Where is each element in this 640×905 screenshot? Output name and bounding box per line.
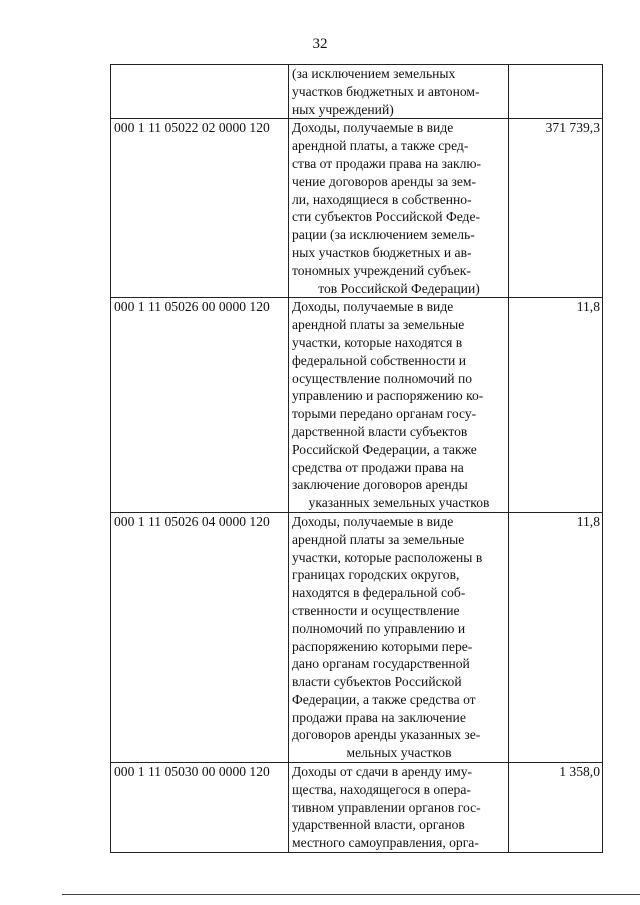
revenue-name-line: дарственной власти субъектов [292, 423, 468, 439]
revenue-name-line: Доходы, получаемые в виде [292, 299, 454, 315]
revenue-name-line: ных участков бюджетных и ав- [292, 244, 472, 260]
table-row [111, 763, 603, 853]
revenue-name-line: управлению и распоряжению ко- [292, 388, 484, 404]
revenue-name-line: договоров аренды указанных зе- [292, 727, 481, 743]
revenue-name-cell [289, 119, 509, 298]
amount-cell [509, 65, 603, 119]
table-body [111, 65, 603, 853]
revenue-name-line: находятся в федеральной соб- [292, 585, 466, 601]
amount-cell: 371 739,3 [509, 119, 603, 298]
revenue-name-cell [289, 298, 509, 513]
table-row [111, 65, 603, 119]
revenue-name-cell [289, 512, 509, 762]
revenue-name-line: щества, находящегося в опера- [292, 781, 471, 797]
revenue-name-line: распоряжению которыми пере- [292, 638, 473, 654]
revenue-name-line: ли, находящиеся в собственно- [292, 191, 472, 207]
table-row [111, 512, 603, 762]
revenue-name-line: рации (за исключением земель- [292, 227, 475, 243]
bottom-rule [62, 894, 640, 895]
revenue-name-line: участков бюджетных и автоном- [292, 83, 480, 99]
revenue-name-line: продажи права на заключение [292, 709, 466, 725]
revenue-name-line: тономных учреждений субъек- [292, 262, 471, 278]
revenue-name-line: участки, которые расположены в [292, 549, 483, 565]
revenue-name-line: мельных участков [346, 745, 452, 761]
revenue-name-line: Доходы, получаемые в виде [292, 120, 454, 136]
revenue-name-line: федеральной собственности и [292, 352, 466, 368]
budget-code-cell: 000 1 11 05026 04 0000 120 [111, 512, 289, 762]
revenue-name-line: указанных земельных участков [308, 495, 490, 511]
revenue-name-line: границах городских округов, [292, 567, 460, 583]
revenue-name-cell [289, 65, 509, 119]
revenue-name-line: Доходы от сдачи в аренду иму- [292, 764, 473, 780]
revenue-name-line: ударственной власти, органов [292, 817, 465, 833]
budget-code-cell: 000 1 11 05030 00 0000 120 [111, 763, 289, 853]
revenue-name-line: участки, которые находятся в [292, 334, 463, 350]
revenue-name-line: ных учреждений) [292, 101, 394, 117]
revenue-name-cell [289, 763, 509, 853]
revenue-name-line: арендной платы за земельные [292, 531, 465, 547]
revenue-name-line: тов Российской Федерации) [318, 280, 480, 296]
revenue-name-line: торыми передано органам госу- [292, 406, 477, 422]
budget-revenue-table [110, 64, 603, 853]
revenue-name-line: ственности и осуществление [292, 602, 460, 618]
revenue-name-line: средства от продажи права на [292, 459, 464, 475]
revenue-name-line: тивном управлении органов гос- [292, 799, 481, 815]
revenue-name-line: (за исключением земельных [292, 66, 456, 81]
revenue-name-line: Федерации, а также средства от [292, 691, 476, 707]
revenue-name-line: Российской Федерации, а также [292, 441, 477, 457]
revenue-name-line: местного самоуправления, орга- [292, 835, 479, 851]
revenue-name-line: осуществление полномочий по [292, 370, 473, 386]
revenue-name-line: заключение договоров аренды [292, 477, 468, 493]
revenue-name-line: арендной платы за земельные [292, 317, 465, 333]
revenue-name-line: власти субъектов Российской [292, 674, 462, 690]
revenue-name-line: чение договоров аренды за зем- [292, 173, 477, 189]
revenue-name-line: полномочий по управлению и [292, 620, 466, 636]
budget-code-cell: 000 1 11 05022 02 0000 120 [111, 119, 289, 298]
revenue-name-line: арендной платы, а также сред- [292, 138, 469, 154]
budget-code-cell [111, 65, 289, 119]
revenue-name-line: Доходы, получаемые в виде [292, 513, 454, 529]
table-row [111, 119, 603, 298]
amount-cell: 11,8 [509, 512, 603, 762]
revenue-name-line: дано органам государственной [292, 656, 470, 672]
table-row [111, 298, 603, 513]
amount-cell: 11,8 [509, 298, 603, 513]
budget-code-cell: 000 1 11 05026 00 0000 120 [111, 298, 289, 513]
revenue-name-line: ства от продажи права на заклю- [292, 155, 482, 171]
page-number: 32 [312, 36, 328, 52]
revenue-name-line: сти субъектов Российской Феде- [292, 209, 481, 225]
amount-cell: 1 358,0 [509, 763, 603, 853]
